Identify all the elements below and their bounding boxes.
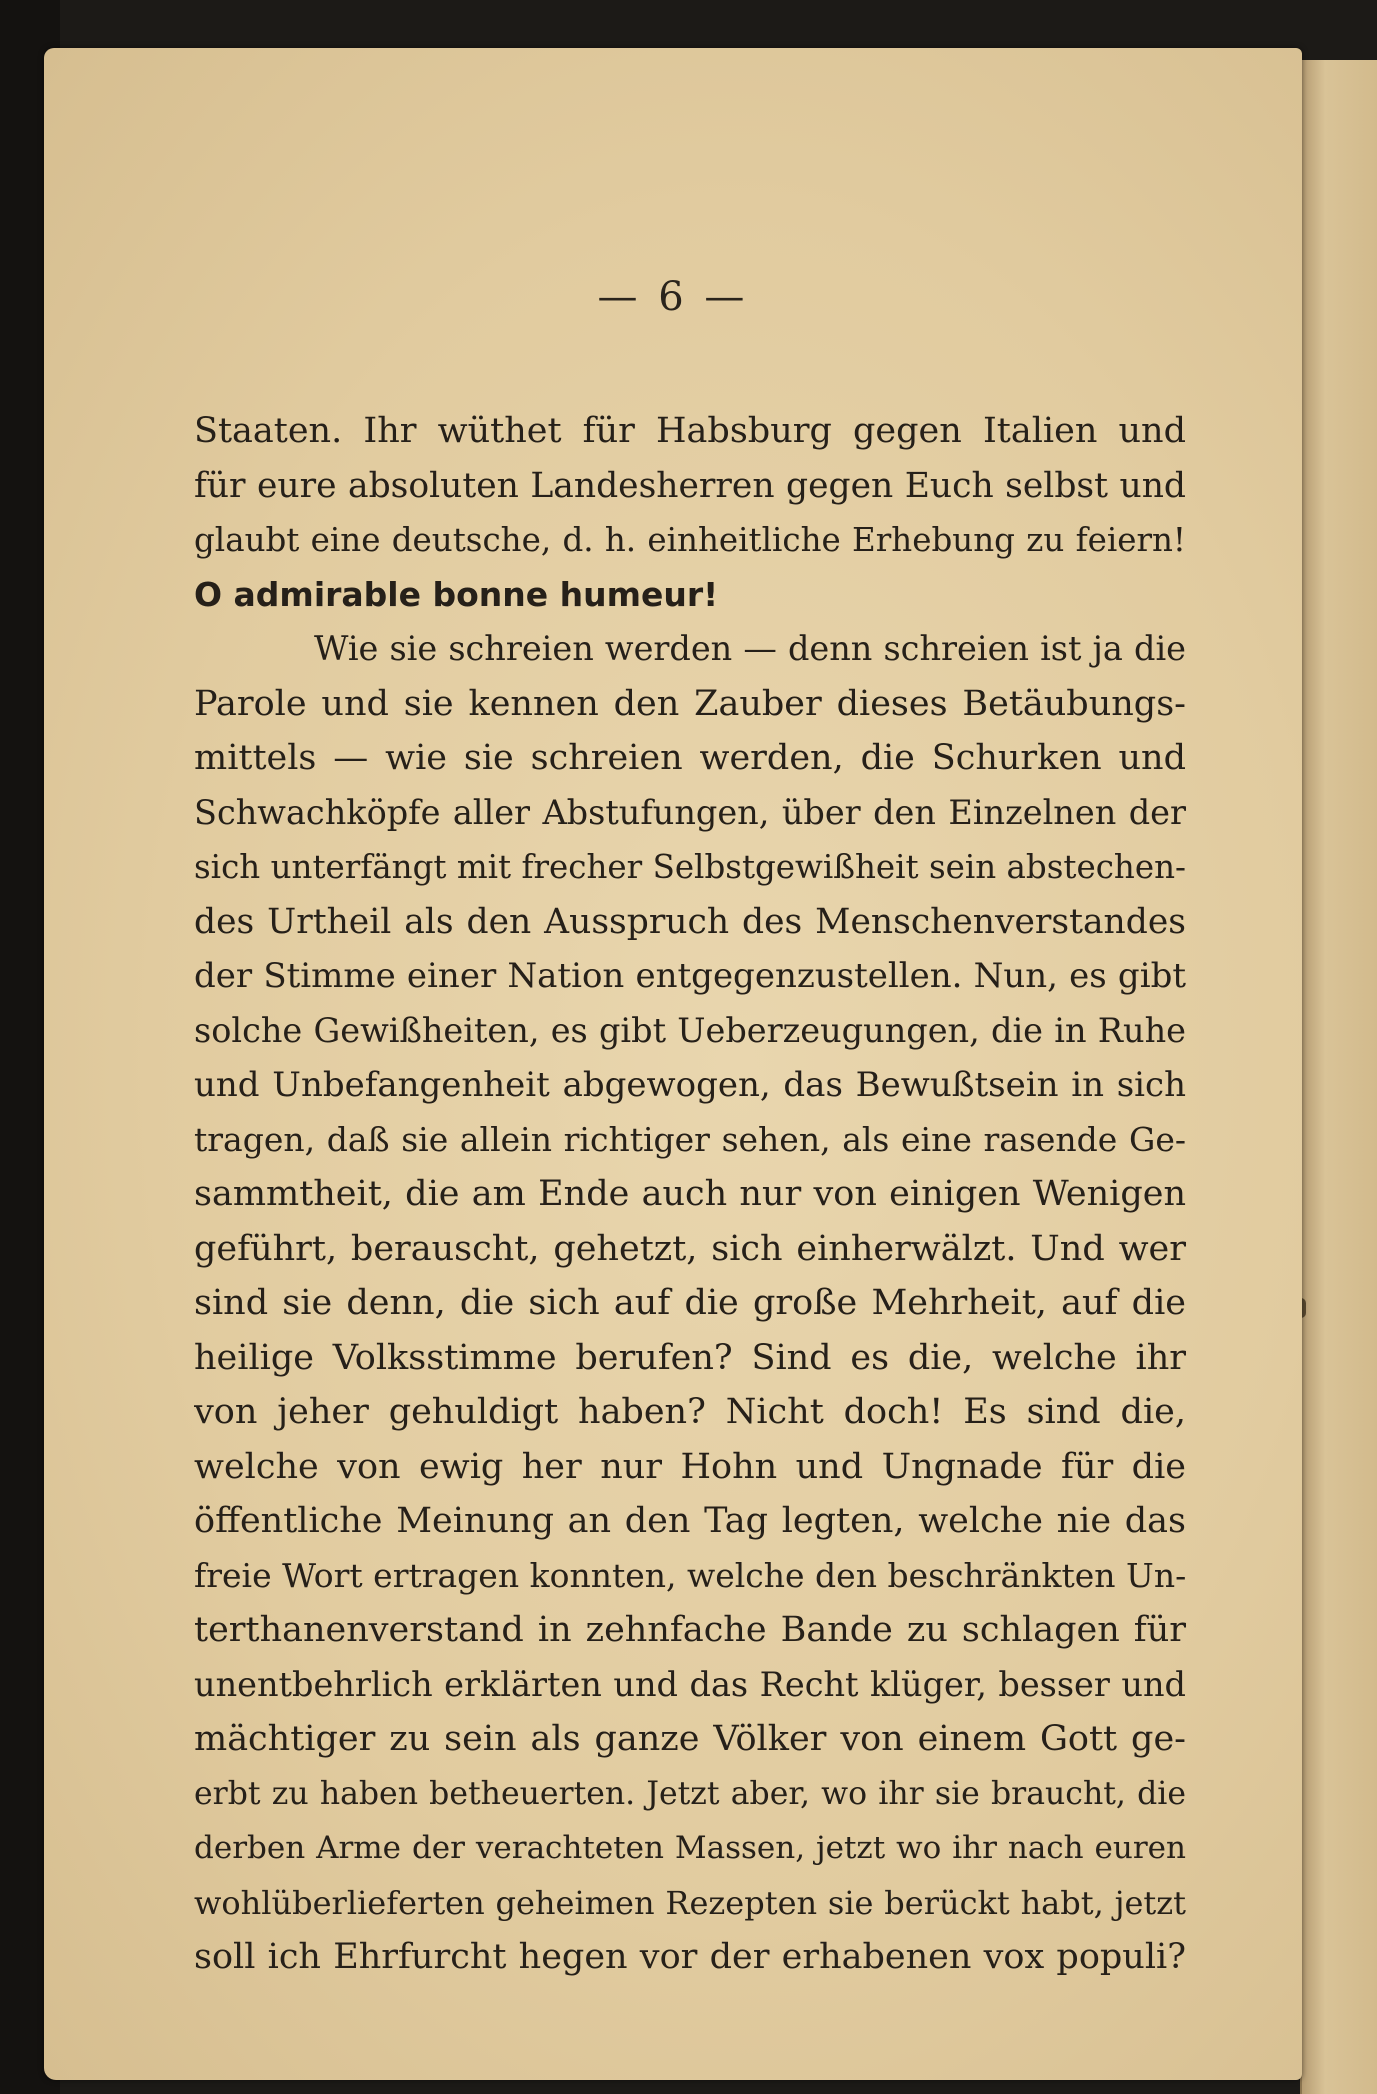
facing-page-edge — [1300, 60, 1377, 2094]
text-line: von jeher gehuldigt haben? Nicht doch! Es sind die, — [194, 1392, 1186, 1432]
text-line: derben Arme der verachteten Massen, jetzt wo ihr nach euren — [194, 1830, 1186, 1866]
text-line: sich unterfängt mit frecher Selbstgewißheit sein abstechen- — [194, 848, 1186, 886]
text-line: wohlüberlieferten geheimen Rezepten sie berückt habt, jetzt — [194, 1883, 1186, 1922]
text-line: und Unbefangenheit abgewogen, das Bewußtsein in sich — [194, 1065, 1186, 1105]
text-line: der Stimme einer Nation entgegenzustellen. Nun, es gibt — [194, 956, 1186, 996]
text-line: geführt, berauscht, gehetzt, sich einherwälzt. Und wer — [194, 1228, 1186, 1269]
text-line: sind sie denn, die sich auf die große Mehrheit, auf die — [194, 1283, 1186, 1323]
text-line: öffentliche Meinung an den Tag legten, welche nie das — [194, 1501, 1186, 1541]
text-line: Schwachköpfe aller Abstufungen, über den Einzelnen der — [194, 792, 1186, 832]
text-line: tragen, daß sie allein richtiger sehen, als eine rasende Ge- — [194, 1119, 1186, 1159]
text-line: welche von ewig her nur Hohn und Ungnade für die — [194, 1446, 1186, 1487]
text-line: glaubt eine deutsche, d. h. einheitliche Erhebung zu feiern! — [194, 521, 1186, 559]
text-line: sammtheit, die am Ende auch nur von einigen Wenigen — [194, 1174, 1186, 1214]
text-line: erbt zu haben betheuerten. Jetzt aber, wo ihr sie braucht, die — [194, 1775, 1186, 1812]
book-page — [44, 48, 1302, 2080]
text-line: mittels — wie sie schreien werden, die Schurken und — [194, 738, 1186, 778]
text-line: unentbehrlich erklärten und das Recht klüger, besser und — [194, 1664, 1186, 1704]
text-line: Parole und sie kennen den Zauber dieses Betäubungs- — [194, 683, 1186, 724]
text-line: terthanenverstand in zehnfache Bande zu schlagen für — [194, 1610, 1186, 1650]
text-line: Staaten. Ihr wüthet für Habsburg gegen Italien und — [194, 411, 1186, 451]
text-line-french-quote: O admirable bonne humeur! — [194, 574, 719, 614]
text-line: freie Wort ertragen konnten, welche den beschränkten Un- — [194, 1555, 1186, 1595]
text-line-paragraph-start: Wie sie schreien werden — denn schreien ist ja die — [314, 629, 1186, 668]
text-body — [194, 404, 1186, 1985]
text-line: heilige Volksstimme berufen? Sind es die, welche ihr — [194, 1337, 1186, 1378]
text-line: des Urtheil als den Ausspruch des Menschenverstandes — [194, 901, 1186, 942]
text-line: solche Gewißheiten, es gibt Ueberzeugungen, die in Ruhe — [194, 1010, 1186, 1050]
text-line: für eure absoluten Landesherren gegen Euch selbst und — [194, 465, 1186, 506]
page-number: — 6 — — [597, 274, 749, 320]
text-line: soll ich Ehrfurcht hegen vor der erhabenen vox populi? — [194, 1937, 1186, 1977]
text-line: mächtiger zu sein als ganze Völker von einem Gott ge- — [194, 1719, 1186, 1759]
